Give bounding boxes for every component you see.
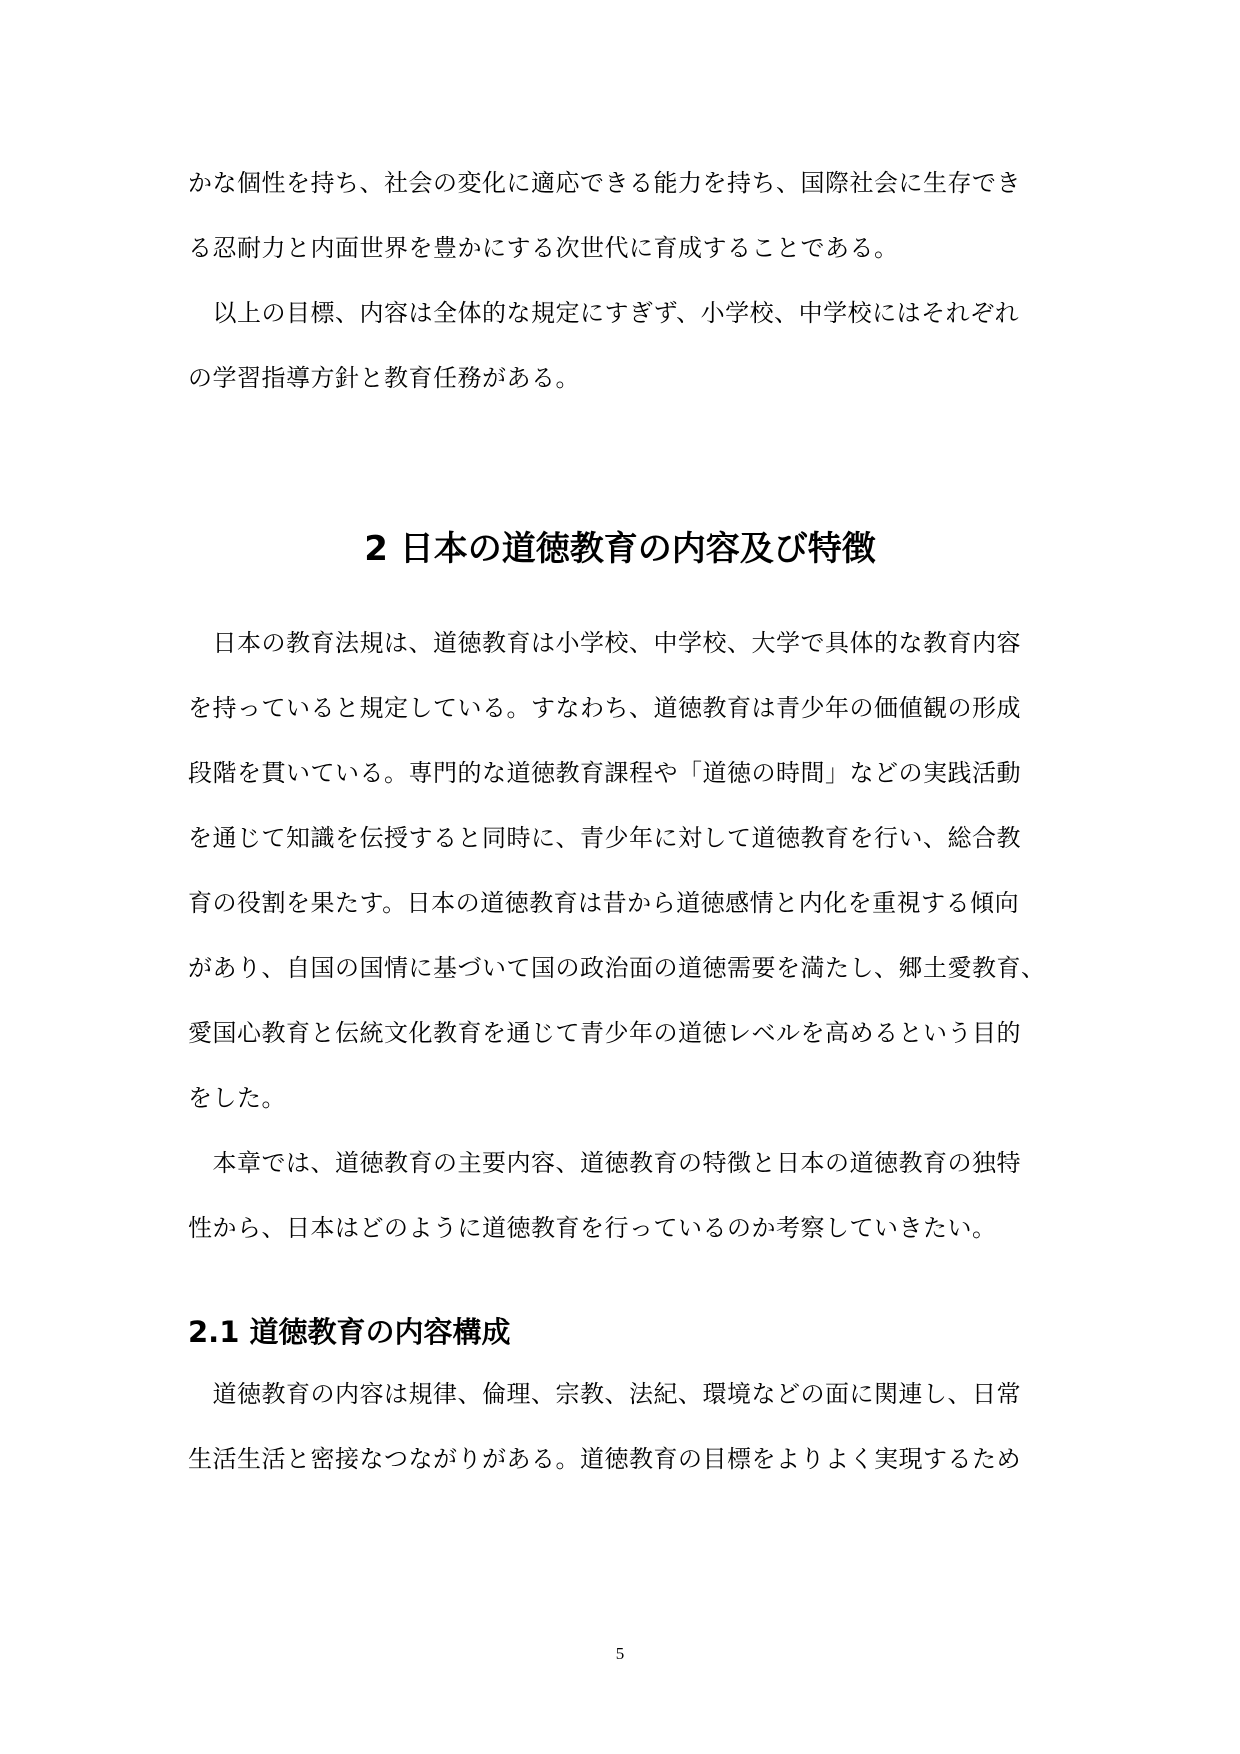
paragraph-line: があり、自国の国情に基づいて国の政治面の道徳需要を満たし、郷土愛教育、 — [188, 954, 1046, 982]
paragraph-line: 生活生活と密接なつながりがある。道徳教育の目標をよりよく実現するため — [188, 1445, 1021, 1473]
paragraph-line: を持っていると規定している。すなわち、道徳教育は青少年の価値観の形成 — [188, 694, 1021, 722]
paragraph-line: をした。 — [188, 1084, 286, 1112]
paragraph-line: 道徳教育の内容は規律、倫理、宗教、法紀、環境などの面に関連し、日常 — [188, 1380, 1021, 1408]
section-heading: 2 日本の道徳教育の内容及び特徴 — [364, 529, 876, 569]
subsection-heading: 2.1 道徳教育の内容構成 — [188, 1315, 511, 1349]
paragraph-line: 本章では、道徳教育の主要内容、道徳教育の特徴と日本の道徳教育の独特 — [188, 1149, 1021, 1177]
paragraph-line: 段階を貫いている。専門的な道徳教育課程や「道徳の時間」などの実践活動 — [188, 759, 1021, 787]
paragraph-line: を通じて知識を伝授すると同時に、青少年に対して道徳教育を行い、総合教 — [188, 824, 1021, 852]
intro-line-2: る忍耐力と内面世界を豊かにする次世代に育成することである。 — [188, 234, 899, 262]
paragraph-line: 愛国心教育と伝統文化教育を通じて青少年の道徳レベルを高めるという目的 — [188, 1019, 1021, 1047]
paragraph-line: 育の役割を果たす。日本の道徳教育は昔から道徳感情と内化を重視する傾向 — [188, 889, 1020, 917]
paragraph-line: 日本の教育法規は、道徳教育は小学校、中学校、大学で具体的な教育内容 — [188, 629, 1021, 657]
intro-line-4: の学習指導方針と教育任務がある。 — [188, 364, 580, 392]
page-number: 5 — [615, 1644, 625, 1663]
intro-line-3: 以上の目標、内容は全体的な規定にすぎず、小学校、中学校にはそれぞれ — [188, 299, 1020, 327]
intro-line-1: かな個性を持ち、社会の変化に適応できる能力を持ち、国際社会に生存でき — [188, 169, 1021, 197]
paragraph-line: 性から、日本はどのように道徳教育を行っているのか考察していきたい。 — [188, 1214, 997, 1242]
